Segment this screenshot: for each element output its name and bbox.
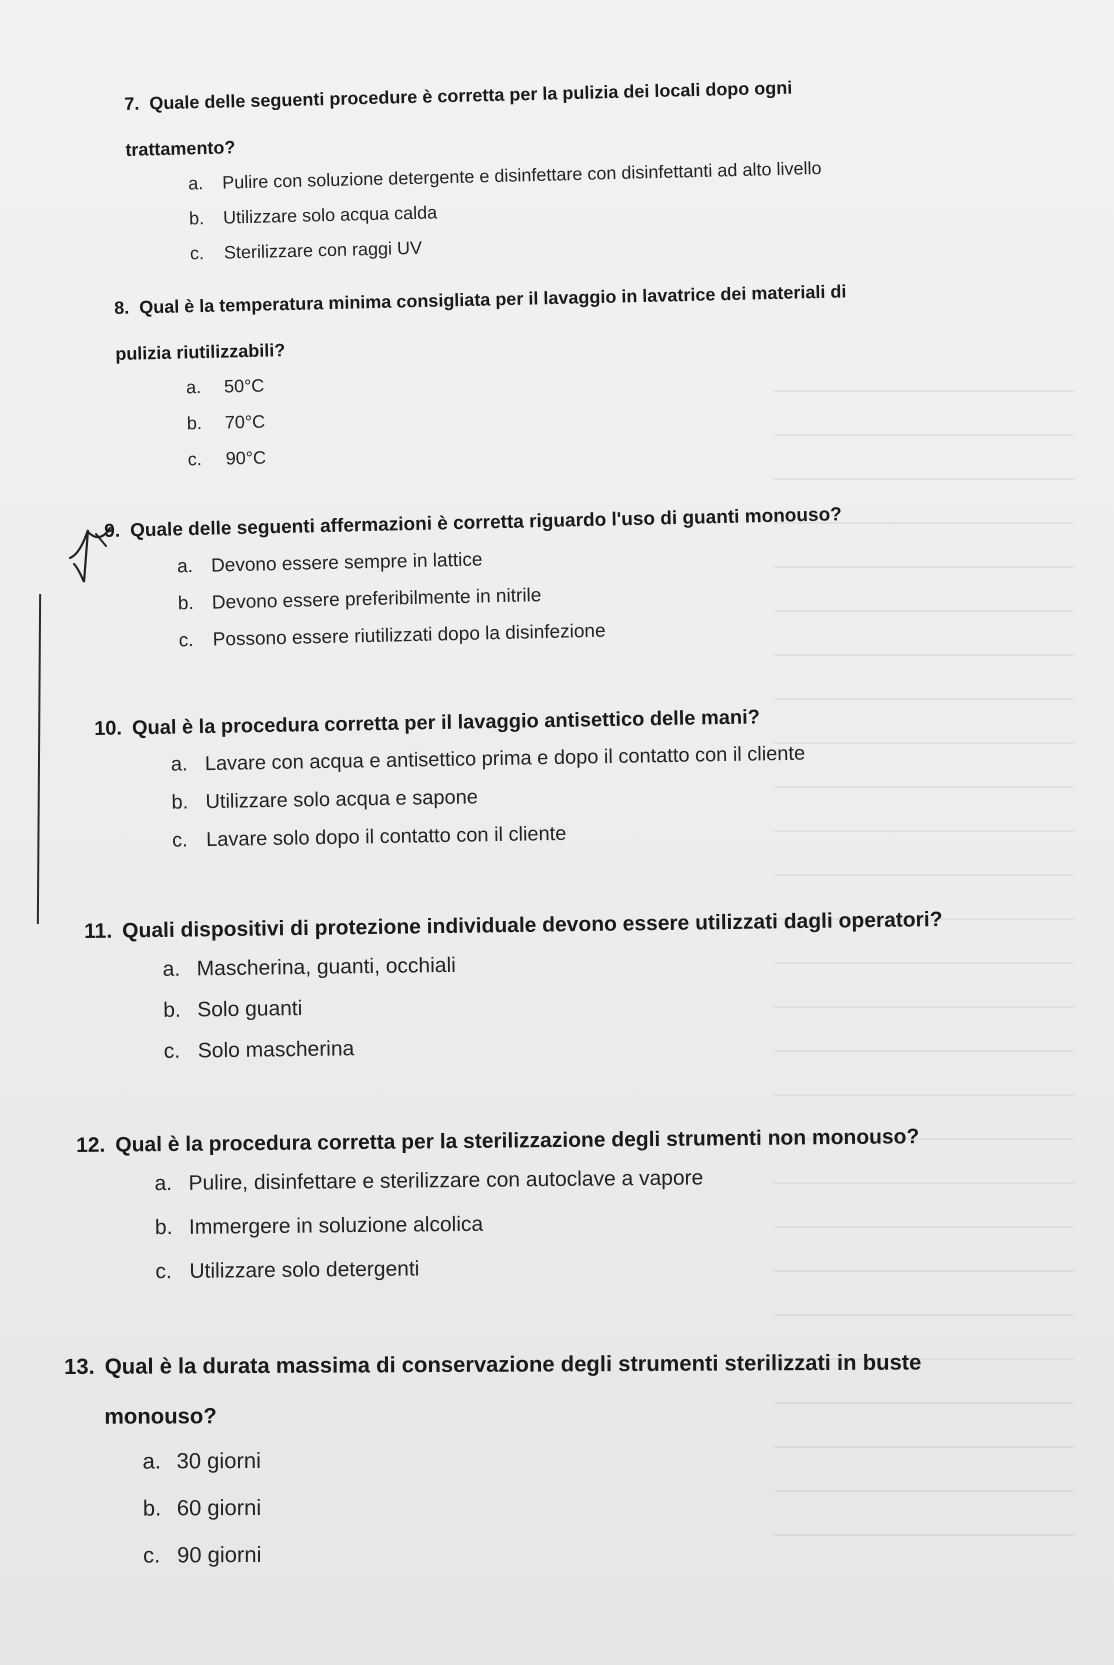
answer-option-b — [187, 397, 850, 434]
option-text: Lavare solo dopo il contatto con il cliente — [205, 822, 567, 852]
option-letter: c. — [189, 243, 205, 264]
answer-option-a — [188, 157, 822, 194]
question-text — [84, 908, 943, 944]
answer-option-b — [163, 989, 944, 1022]
question-9 — [104, 503, 845, 669]
option-letter: b. — [142, 1495, 162, 1521]
option-letter: b. — [171, 791, 189, 814]
option-text: 30 giorni — [176, 1447, 262, 1474]
answer-options — [171, 743, 807, 852]
answer-option-c — [179, 615, 845, 652]
question-text — [76, 1125, 919, 1158]
question-12 — [76, 1125, 921, 1306]
answer-option-c — [164, 1030, 945, 1063]
answer-option-a — [186, 361, 849, 398]
question-stem: Quale delle seguenti procedure è corretta per la pulizia dei locali dopo ogni — [149, 77, 793, 114]
question-text — [94, 705, 805, 741]
answer-option-a — [154, 1165, 919, 1195]
answer-option-a — [163, 948, 944, 981]
answer-option-c — [187, 433, 850, 470]
option-text: 50°C — [223, 375, 265, 397]
option-letter: c. — [171, 829, 188, 852]
answer-options — [186, 361, 850, 470]
option-text: Utilizzare solo acqua e sapone — [205, 786, 479, 814]
answer-options — [188, 157, 823, 264]
question-stem-continued: monouso? — [104, 1403, 217, 1429]
option-letter: a. — [162, 957, 181, 981]
handwritten-margin-line — [37, 594, 41, 924]
question-text — [64, 1351, 922, 1429]
answer-option-b — [189, 192, 823, 229]
answer-option-b — [155, 1209, 920, 1239]
option-text: Utilizzare solo detergenti — [189, 1257, 420, 1283]
option-text: 90 giorni — [176, 1541, 262, 1568]
question-stem: Qual è la temperatura minima consigliata per il lavaggio in lavatrice dei materiali di — [139, 281, 847, 318]
option-letter: c. — [187, 449, 202, 470]
option-text: 60 giorni — [176, 1494, 262, 1521]
answer-options — [177, 541, 845, 652]
option-text: Solo mascherina — [197, 1037, 355, 1063]
answer-option-b — [178, 578, 844, 615]
option-text: 90°C — [225, 447, 267, 469]
option-text: Mascherina, guanti, occhiali — [196, 953, 456, 981]
question-number: 13. — [63, 1353, 95, 1379]
answer-options — [143, 1447, 923, 1567]
answer-options — [154, 1165, 920, 1283]
option-letter: a. — [154, 1171, 173, 1196]
answer-option-c — [190, 227, 824, 264]
question-stem: Quale delle seguenti affermazioni è corretta riguardo l'uso di guanti monouso? — [129, 504, 843, 542]
option-letter: a. — [185, 377, 202, 398]
question-text — [114, 279, 848, 366]
question-stem-continued: pulizia riutilizzabili? — [115, 340, 286, 364]
question-7 — [124, 75, 824, 279]
question-stem: Qual è la procedura corretta per il lavaggio antisettico delle mani? — [131, 706, 761, 740]
option-letter: c. — [155, 1260, 172, 1284]
option-text: 70°C — [224, 411, 266, 433]
option-text: Pulire con soluzione detergente e disinfettare con disinfettanti ad alto livello — [221, 157, 822, 193]
answer-option-c — [155, 1253, 920, 1283]
option-text: Devono essere preferibilmente in nitrile — [211, 585, 542, 614]
option-letter: a. — [188, 173, 204, 194]
option-letter: c. — [178, 630, 194, 652]
option-text: Lavare con acqua e antisettico prima e dopo il contatto con il cliente — [204, 742, 806, 776]
option-text: Sterilizzare con raggi UV — [223, 237, 423, 263]
option-letter: a. — [170, 753, 188, 776]
answer-option-a — [177, 541, 843, 578]
question-10 — [94, 705, 807, 869]
answer-option-b — [171, 781, 806, 814]
option-letter: c. — [163, 1039, 181, 1063]
question-11 — [84, 908, 945, 1083]
option-text: Pulire, disinfettare e sterilizzare con autoclave a vapore — [188, 1166, 704, 1195]
option-letter: b. — [188, 208, 205, 229]
question-stem: Qual è la procedura corretta per la sterilizzazione degli strumenti non monouso? — [115, 1125, 920, 1157]
option-letter: b. — [177, 592, 195, 615]
answer-option-a — [143, 1447, 922, 1473]
question-number: 12. — [76, 1133, 106, 1157]
option-text: Immergere in soluzione alcolica — [188, 1212, 484, 1239]
question-stem-continued: trattamento? — [125, 137, 236, 160]
answer-option-c — [143, 1541, 922, 1567]
option-text: Possono essere riutilizzati dopo la disinfezione — [212, 620, 606, 651]
option-text: Solo guanti — [197, 996, 303, 1022]
answer-options — [163, 948, 945, 1063]
question-number: 10. — [94, 717, 123, 740]
question-8 — [114, 279, 850, 486]
option-text: Utilizzare solo acqua calda — [222, 202, 438, 228]
question-number: 8. — [114, 297, 130, 318]
question-13 — [64, 1351, 923, 1592]
question-text — [104, 503, 842, 544]
option-letter: b. — [186, 413, 203, 434]
answer-option-c — [172, 819, 807, 852]
answer-option-a — [171, 743, 806, 776]
option-letter: b. — [163, 998, 181, 1022]
option-letter: a. — [176, 555, 194, 578]
question-text — [124, 75, 821, 162]
question-number: 9. — [104, 520, 121, 542]
answer-option-b — [143, 1494, 922, 1520]
question-number: 11. — [84, 919, 113, 943]
question-stem: Quali dispositivi di protezione individuale devono essere utilizzati dagli operatori? — [122, 908, 943, 943]
question-stem: Qual è la durata massima di conservazione degli strumenti sterilizzati in buste — [104, 1349, 922, 1379]
option-letter: c. — [142, 1542, 161, 1568]
question-number: 7. — [124, 93, 140, 114]
option-text: Devono essere sempre in lattice — [210, 549, 483, 577]
option-letter: b. — [154, 1215, 173, 1240]
option-letter: a. — [142, 1448, 161, 1474]
